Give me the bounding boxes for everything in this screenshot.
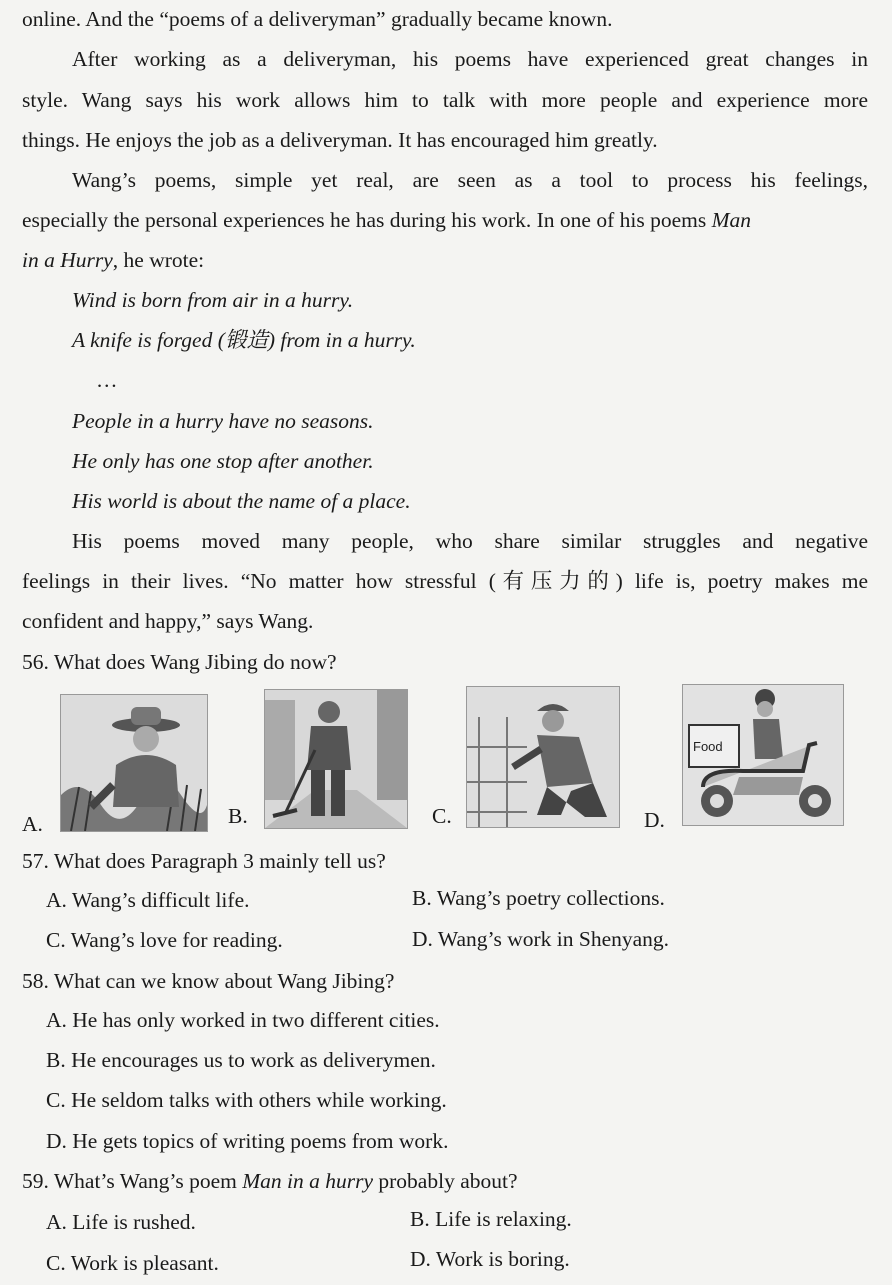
passage-line: online. And the “poems of a deliveryman” gradually became known.: [22, 7, 613, 31]
delivery-rider-image: [682, 684, 844, 826]
question-57-stem: 57. What does Paragraph 3 mainly tell us?: [22, 849, 386, 873]
question-59-option-d[interactable]: D. Work is boring.: [410, 1247, 570, 1271]
construction-worker-image: [466, 686, 620, 828]
question-58-option-d[interactable]: D. He gets topics of writing poems from work.: [46, 1129, 449, 1153]
farmer-image: [60, 694, 208, 832]
poem-line: His world is about the name of a place.: [72, 489, 411, 513]
question-56-image-options: [0, 684, 892, 834]
question-58-option-b[interactable]: B. He encourages us to work as deliverymen.: [46, 1048, 436, 1072]
paragraph-3-line-2: especially the personal experiences he has during his work. In one of his poems Man: [22, 208, 752, 232]
question-57-option-d[interactable]: D. Wang’s work in Shenyang.: [412, 927, 670, 951]
paragraph-4-line-1: His poems moved many people, who share similar struggles and negative: [72, 529, 868, 553]
question-59-option-a[interactable]: A. Life is rushed.: [46, 1210, 196, 1234]
food-box-sign: Food: [693, 739, 723, 754]
option-label-d: D.: [644, 808, 665, 832]
poem-line: Wind is born from air in a hurry.: [72, 288, 354, 312]
paragraph-4-line-2: feelings in their lives. “No matter how stressful (有压力的) life is, poetry makes me: [22, 569, 868, 593]
question-58-stem: 58. What can we know about Wang Jibing?: [22, 969, 395, 993]
question-57-option-b[interactable]: B. Wang’s poetry collections.: [412, 886, 665, 910]
paragraph-3-line-3: in a Hurry, he wrote:: [22, 248, 205, 272]
question-57-option-c[interactable]: C. Wang’s love for reading.: [46, 928, 283, 952]
poem-ellipsis: …: [96, 368, 118, 392]
farmer-picture: [61, 695, 207, 831]
paragraph-4-line-3: confident and happy,” says Wang.: [22, 609, 314, 633]
question-57-option-a[interactable]: A. Wang’s difficult life.: [46, 888, 250, 912]
question-59-option-c[interactable]: C. Work is pleasant.: [46, 1251, 219, 1275]
poem-line: He only has one stop after another.: [72, 449, 374, 473]
question-56-stem: 56. What does Wang Jibing do now?: [22, 650, 337, 674]
paragraph-2-line-3: things. He enjoys the job as a deliveryman. It has encouraged him greatly.: [22, 128, 658, 152]
street-cleaner-picture: [265, 690, 407, 828]
paragraph-2-line-2: style. Wang says his work allows him to talk with more people and experience more: [22, 88, 868, 112]
option-label-c: C.: [432, 804, 452, 828]
option-label-a: A.: [22, 812, 43, 836]
paragraph-3-line-1: Wang’s poems, simple yet real, are seen as a tool to process his feelings,: [72, 168, 868, 192]
question-58-option-a[interactable]: A. He has only worked in two different cities.: [46, 1008, 440, 1032]
delivery-rider-picture: [683, 685, 843, 825]
question-59-stem: 59. What’s Wang’s poem Man in a hurry probably about?: [22, 1169, 518, 1193]
street-cleaner-image: [264, 689, 408, 829]
question-59-option-b[interactable]: B. Life is relaxing.: [410, 1207, 572, 1231]
poem-line: A knife is forged (锻造) from in a hurry.: [72, 328, 416, 352]
question-58-option-c[interactable]: C. He seldom talks with others while working.: [46, 1088, 447, 1112]
option-label-b: B.: [228, 804, 248, 828]
poem-line: People in a hurry have no seasons.: [72, 409, 374, 433]
construction-worker-picture: [467, 687, 619, 827]
paragraph-2-line-1: After working as a deliveryman, his poems have experienced great changes in: [72, 47, 868, 71]
